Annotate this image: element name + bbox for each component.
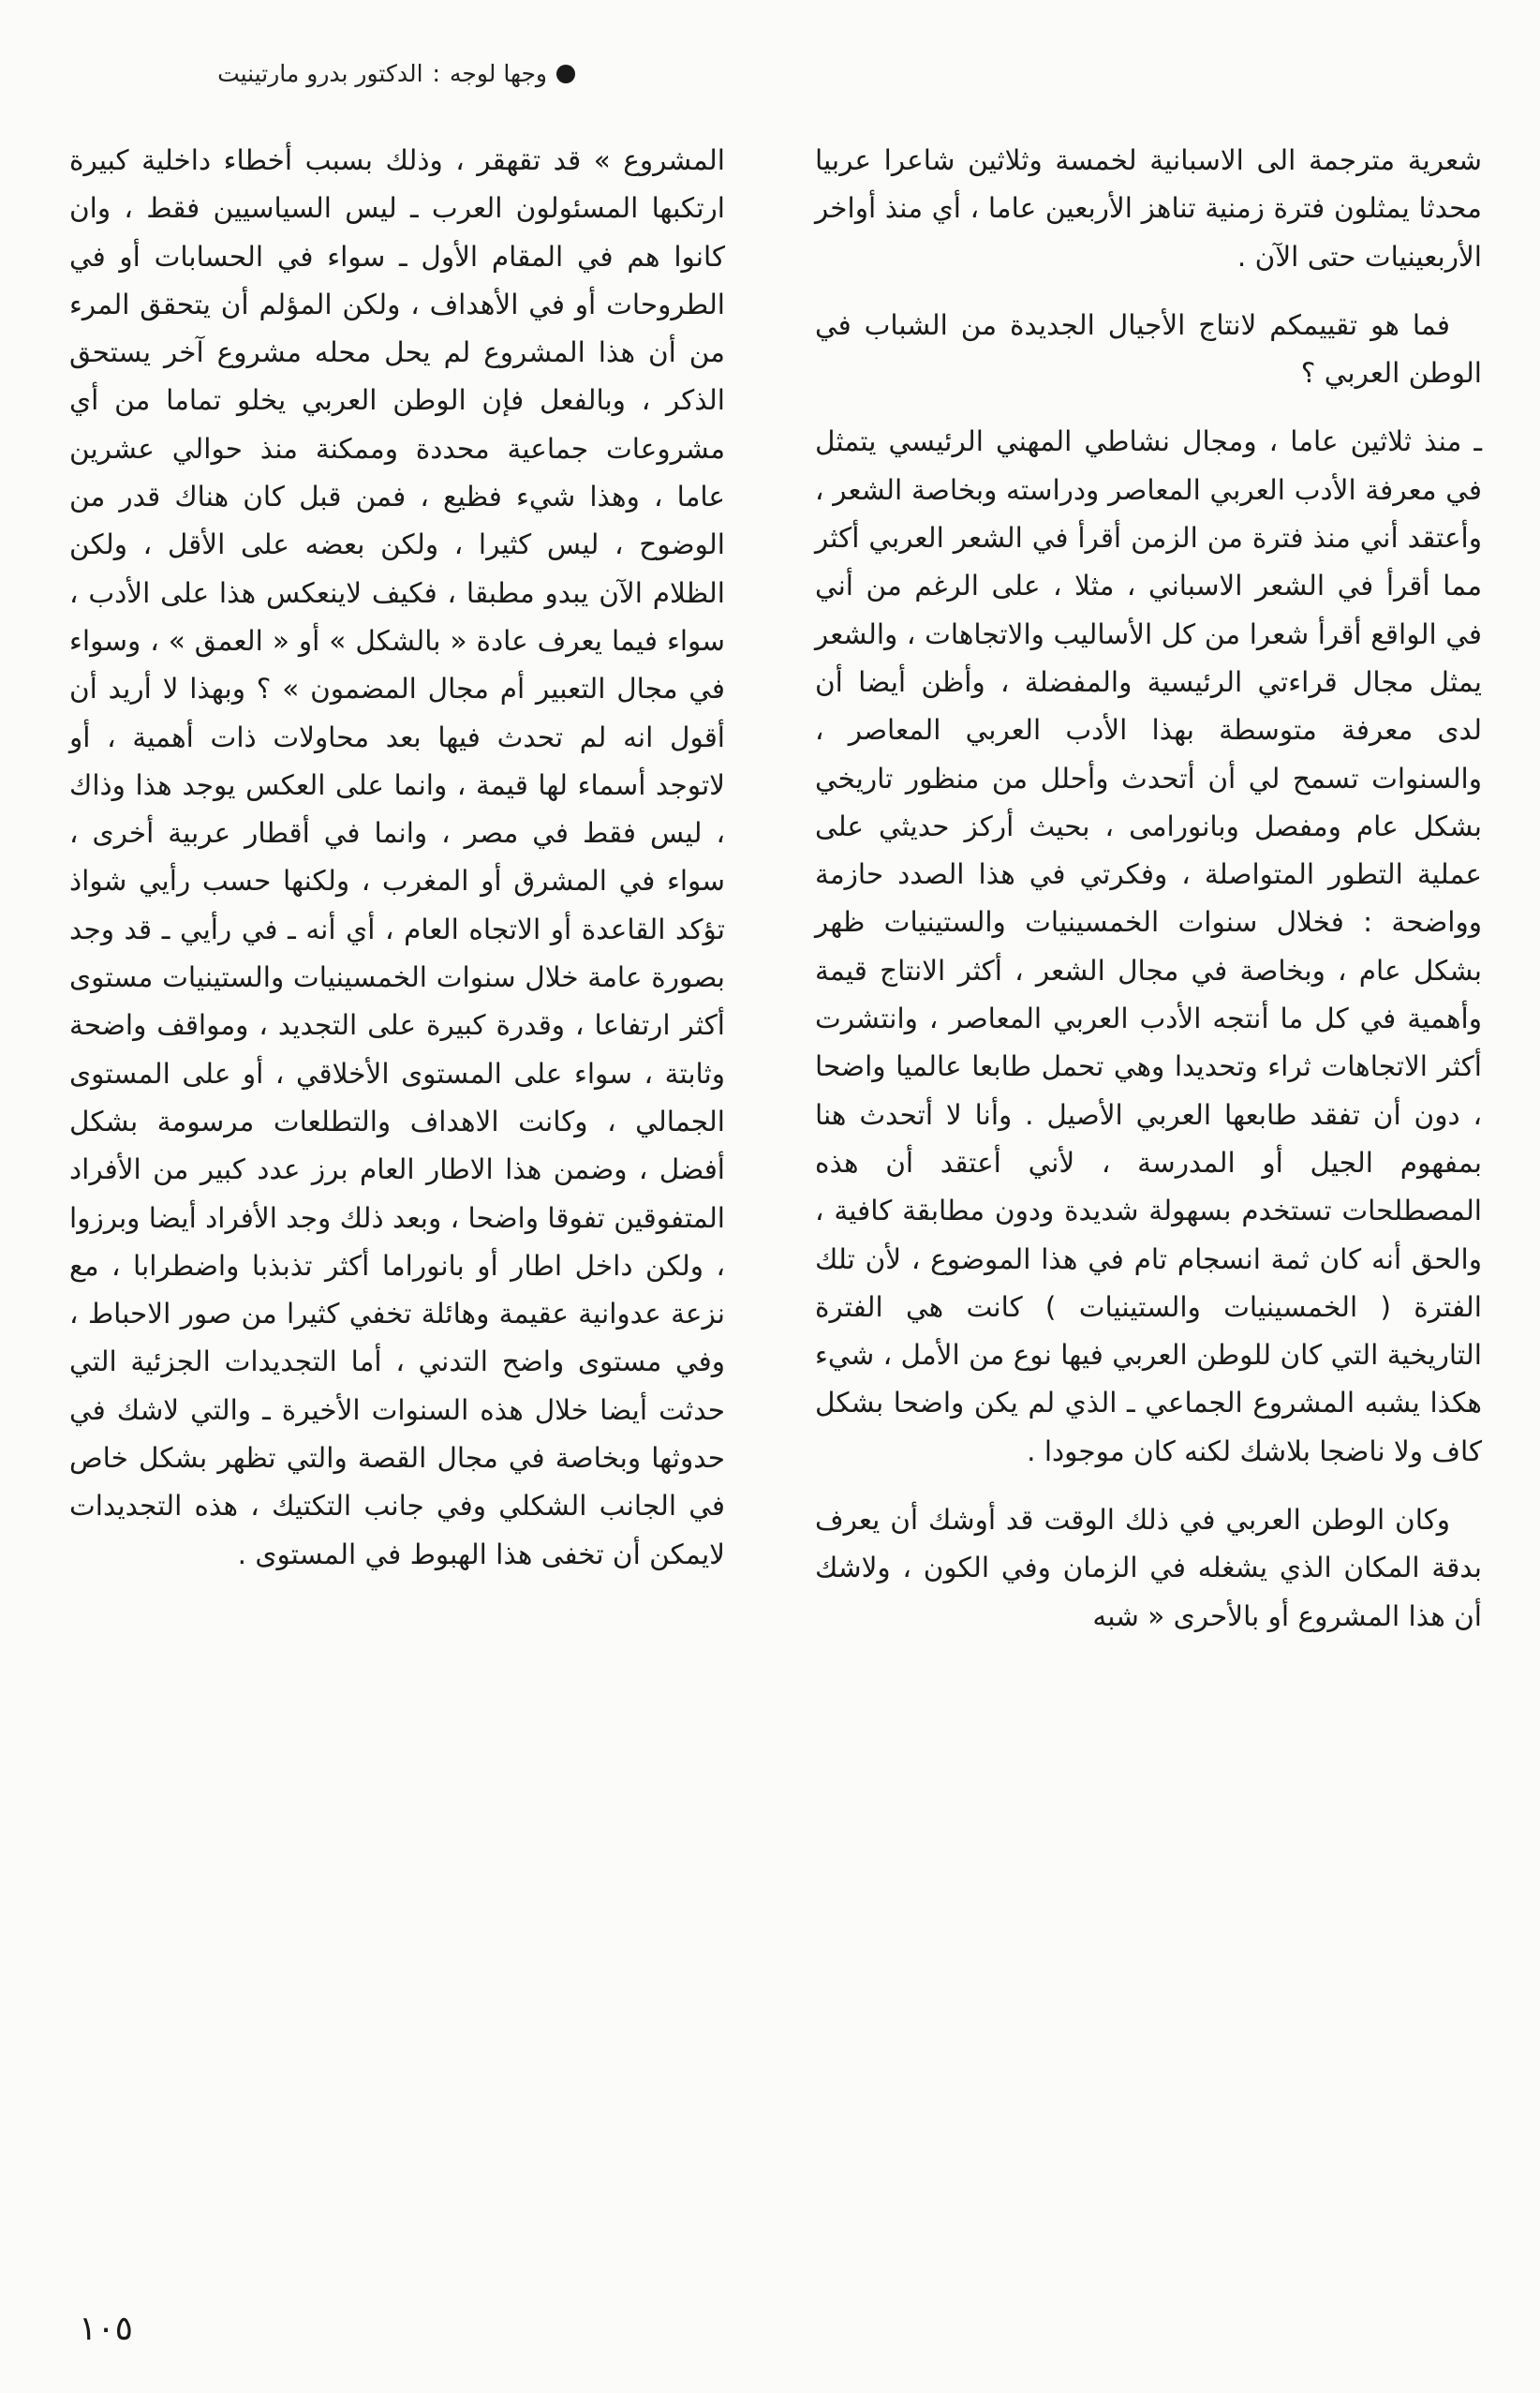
bullet-icon bbox=[556, 65, 575, 83]
header-section: وجها لوجه bbox=[449, 60, 547, 87]
left-column bbox=[69, 137, 725, 1579]
right-paragraph-answer: ـ منذ ثلاثين عاما ، ومجال نشاطي المهني الرئيسي يتمثل في معرفة الأدب العربي المعاصر ودراسته وبخاصة الشعر ، وأعتقد أني منذ فترة من الزمن أقرأ في الشعر العربي أكثر مما أقرأ في الشعر الاسباني ، مثلا ، على الرغم من أني في الواقع أقرأ شعرا من كل الأساليب والاتجاهات ، والشعر يمثل مجال قراءتي الرئيسية والمفضلة ، وأظن أيضا أن لدى معرفة متوسطة بهذا الأدب العربي المعاصر ، والسنوات تسمح لي أن أتحدث وأحلل من منظور تاريخي بشكل عام ومفصل وبانورامى ، بحيث أركز حديثي على عملية التطور المتواصلة ، وفكرتي في هذا الصدد حازمة وواضحة : فخلال سنوات الخمسينيات والستينيات ظهر بشكل عام ، وبخاصة في مجال الشعر ، أكثر الانتاج قيمة وأهمية في كل ما أنتجه الأدب العربي المعاصر ، وانتشرت أكثر الاتجاهات ثراء وتحديدا وهي تحمل طابعا عالميا واضحا ، دون أن تفقد طابعها العربي الأصيل . وأنا لا أتحدث هنا بمفهوم الجيل أو المدرسة ، لأني أعتقد أن هذه المصطلحات تستخدم بسهولة شديدة ودون مطابقة كافية ، والحق أنه كان ثمة انسجام تام في هذا الموضوع ، لأن تلك الفترة ( الخمسينيات والستينيات ) كانت هي الفترة التاريخية التي كان للوطن العربي فيها نوع من الأمل ، شيء هكذا يشبه المشروع الجماعي ـ الذي لم يكن واضحا بشكل كاف ولا ناضجا بلاشك لكنه كان موجودا . bbox=[815, 425, 1482, 1467]
left-paragraph-1: المشروع » قد تقهقر ، وذلك بسبب أخطاء داخلية كبيرة ارتكبها المسئولون العرب ـ ليس السياسيين فقط ، وان كانوا هم في المقام الأول ـ سواء في الحسابات أو في الطروحات أو في الأهداف ، ولكن المؤلم أن يتحقق المرء من أن هذا المشروع لم يحل محله مشروع آخر يستحق الذكر ، وبالفعل فإن الوطن العربي يخلو تماما من أي مشروعات جماعية محددة وممكنة منذ حوالي عشرين عاما ، وهذا شيء فظيع ، فمن قبل كان هناك قدر من الوضوح ، ليس كثيرا ، ولكن بعضه على الأقل ، ولكن الظلام الآن يبدو مطبقا ، فكيف لاينعكس هذا على الأدب ، سواء فيما يعرف عادة « بالشكل » أو « العمق » ، وسواء في مجال التعبير أم مجال المضمون » ؟ وبهذا لا أريد أن أقول انه لم تحدث فيها بعد محاولات ذات أهمية ، أو لاتوجد أسماء لها قيمة ، وانما على العكس يوجد هذا وذاك ، ليس فقط في مصر ، وانما في أقطار عربية أخرى ، سواء في المشرق أو المغرب ، ولكنها حسب رأيي شواذ تؤكد القاعدة أو الاتجاه العام ، أي أنه ـ في رأيي ـ قد وجد بصورة عامة خلال سنوات الخمسينيات والستينيات مستوى أكثر ارتفاعا ، وقدرة كبيرة على التجديد ، ومواقف واضحة وثابتة ، سواء على المستوى الأخلاقي ، أو على المستوى الجمالي ، وكانت الاهداف والتطلعات مرسومة بشكل أفضل ، وضمن هذا الاطار العام برز عدد كبير من الأفراد المتفوقين تفوقا واضحا ، وبعد ذلك وجد الأفراد أيضا وبرزوا ، ولكن داخل اطار أو بانوراما أكثر تذبذبا واضطرابا ، مع نزعة عدوانية عقيمة وهائلة تخفي كثيرا من صور الاحباط ، وفي مستوى واضح التدني ، أما التجديدات الجزئية التي حدثت أيضا خلال هذه السنوات الأخيرة ـ والتي لاشك في حدوثها وبخاصة في مجال القصة والتي تظهر بشكل خاص في الجانب الشكلي وفي جانب التكتيك ، هذه التجديدات لايمكن أن تخفى هذا الهبوط في المستوى . bbox=[69, 144, 725, 1570]
right-paragraph-1: شعرية مترجمة الى الاسبانية لخمسة وثلاثين شاعرا عربيا محدثا يمثلون فترة زمنية تناهز الأربعين عاما ، أي منذ أواخر الأربعينيات حتى الآن . bbox=[815, 144, 1482, 273]
page-number: ١٠٥ bbox=[79, 2310, 134, 2348]
header-interviewee: الدكتور بدرو مارتينيت bbox=[217, 60, 423, 87]
right-paragraph-4: وكان الوطن العربي في ذلك الوقت قد أوشك أن يعرف بدقة المكان الذي يشغله في الزمان وفي الكون ، ولاشك أن هذا المشروع أو بالأحرى « شبه bbox=[815, 1504, 1482, 1632]
interview-question: فما هو تقييمكم لانتاج الأجيال الجديدة من الشباب في الوطن العربي ؟ bbox=[815, 308, 1482, 390]
running-header bbox=[88, 58, 575, 90]
header-separator: : bbox=[432, 60, 440, 87]
right-column bbox=[815, 137, 1482, 1641]
